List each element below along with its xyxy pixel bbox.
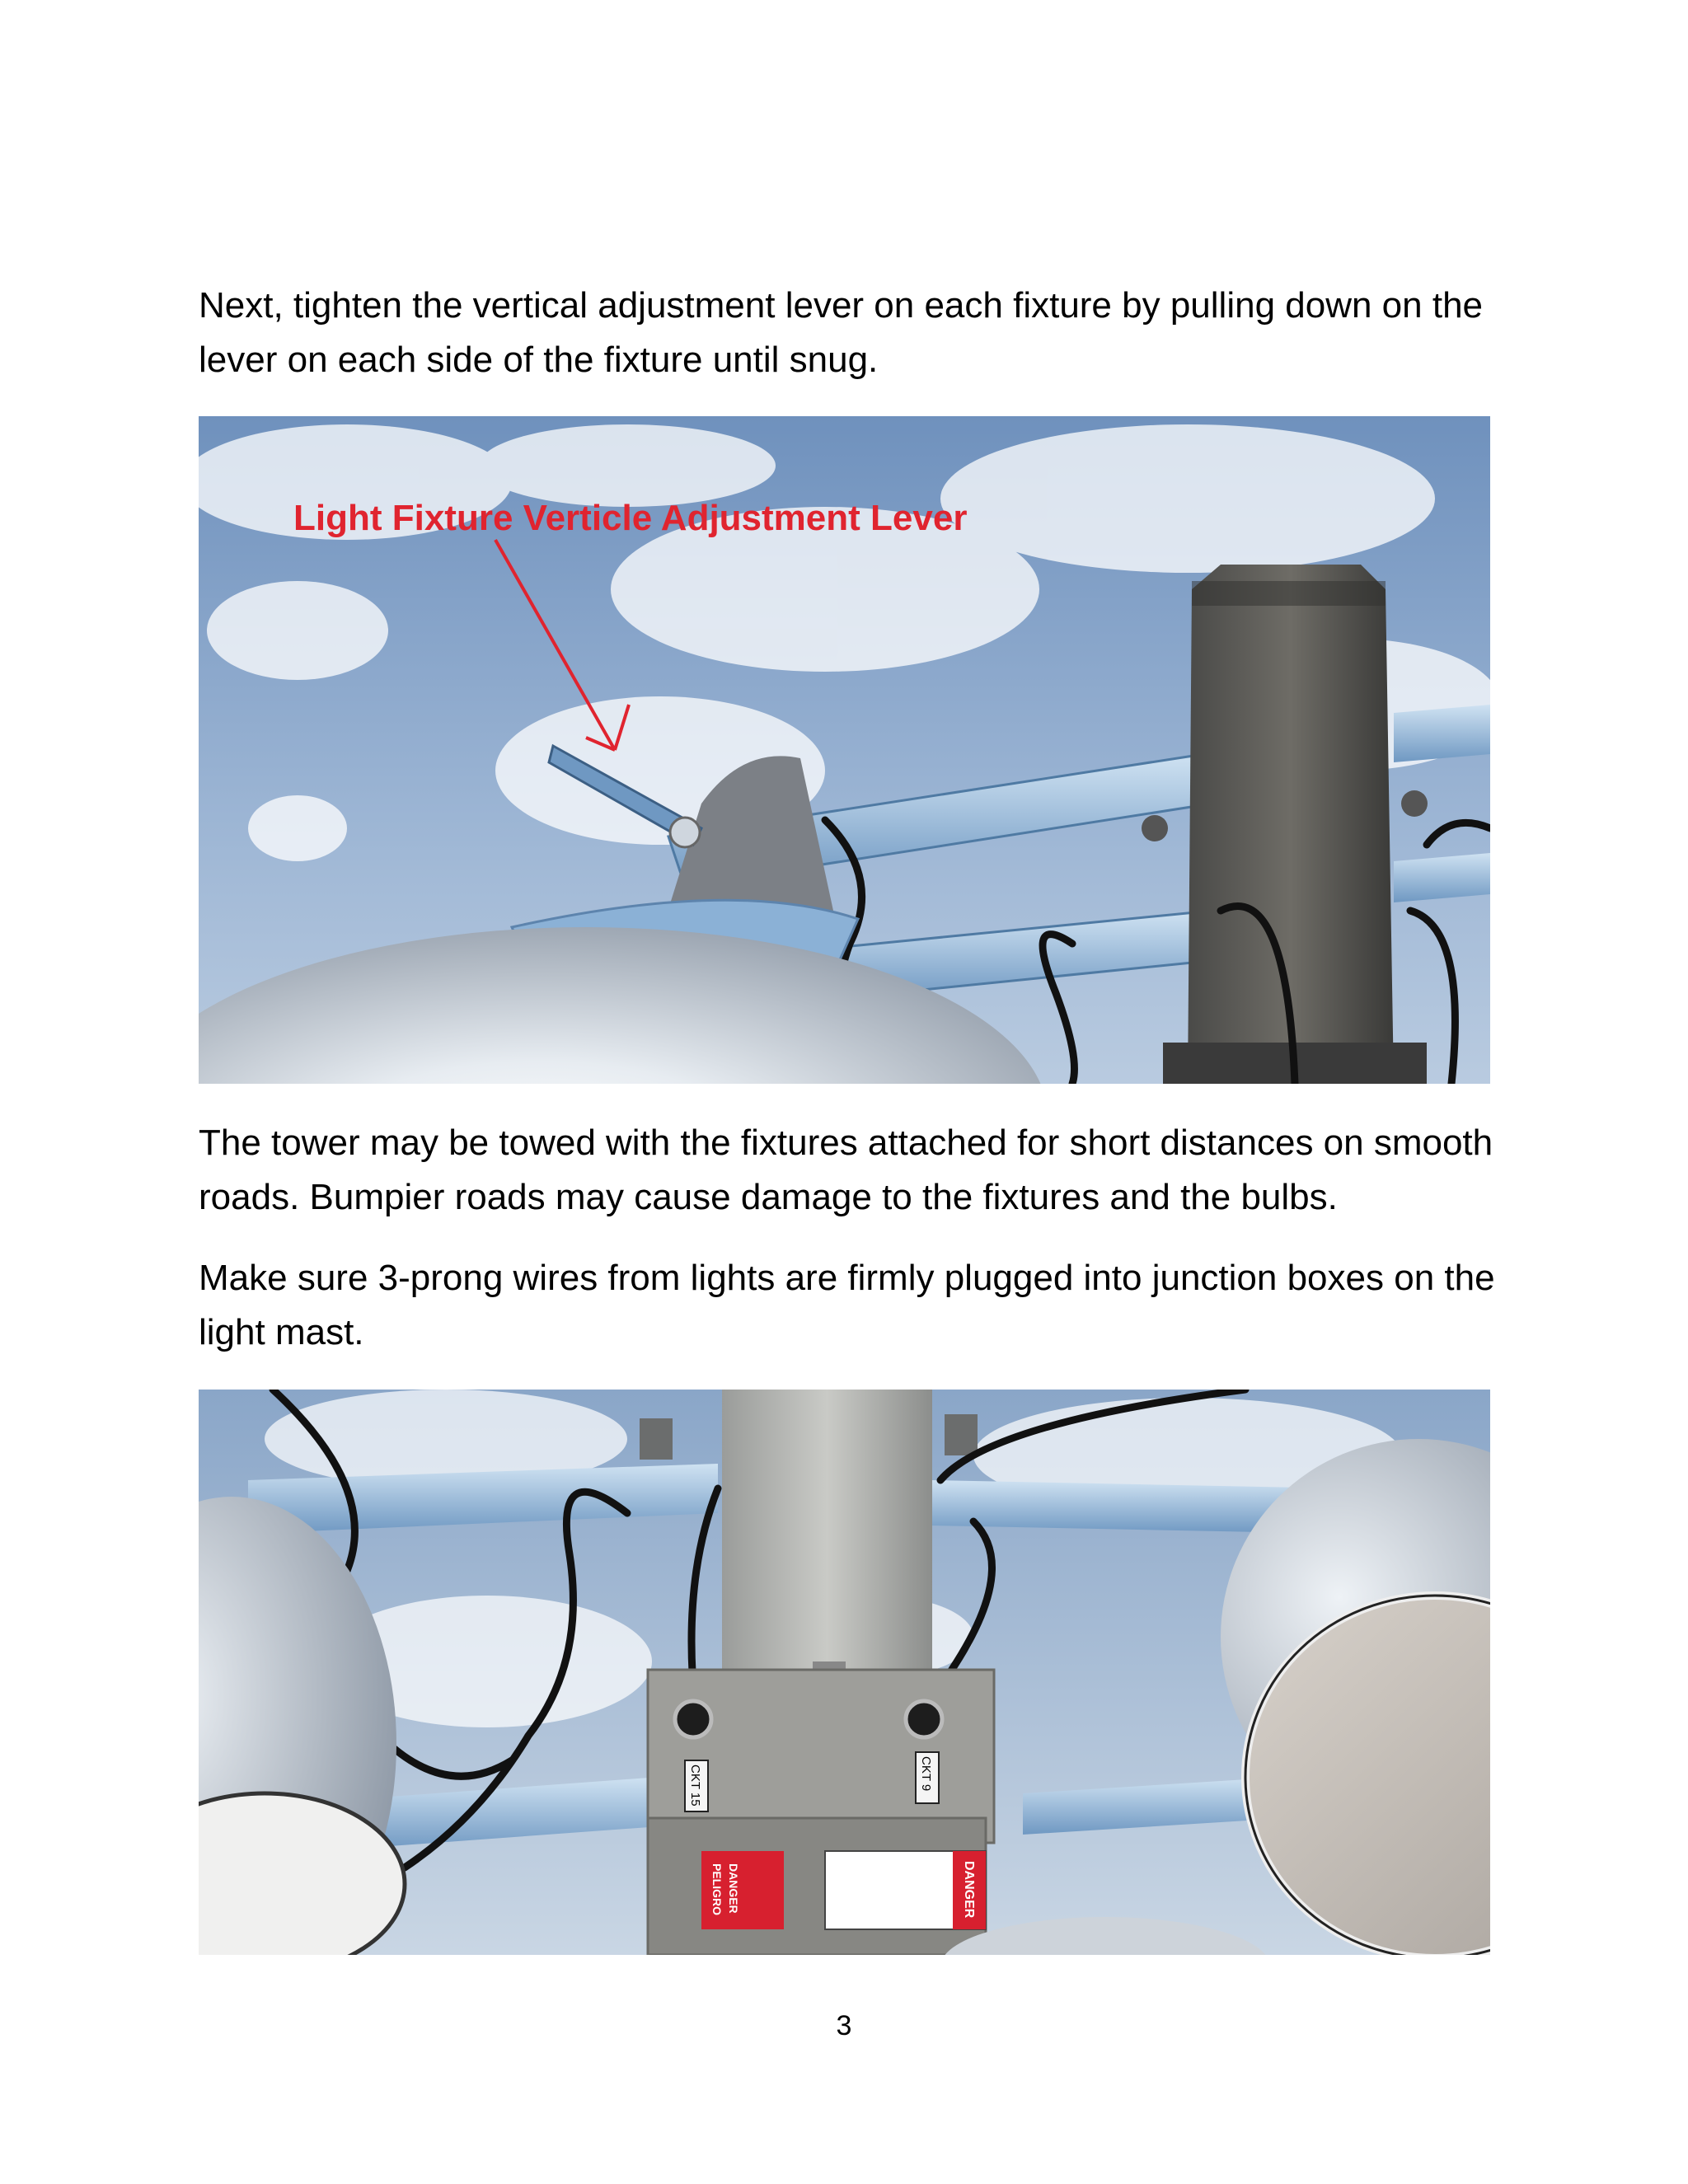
paragraph-towing-note: The tower may be towed with the fixtures attached for short distances on smooth roads. Bumpier roads may cause damage to the fixtures and the bulbs. <box>199 1122 1493 1217</box>
annotation-label: Light Fixture Verticle Adjustment Lever <box>293 498 968 538</box>
paragraph-instruction-1: Next, tighten the vertical adjustment lever on each fixture by pulling down on the lever on each side of the fixture until snug. <box>199 285 1484 380</box>
circuit-tag-right: CKT 9 <box>919 1756 933 1792</box>
photo-adjustment-lever <box>199 416 1490 1084</box>
paragraph-wiring-note: Make sure 3-prong wires from lights are firmly plugged into junction boxes on the light mast. <box>199 1258 1495 1352</box>
decal-danger: DANGER <box>962 1861 976 1919</box>
decal-peligro: PELIGRO <box>710 1863 724 1916</box>
decal-danger-small: DANGER <box>727 1863 740 1914</box>
photo-junction-boxes <box>199 1390 1490 1955</box>
page-number: 3 <box>836 2010 852 2041</box>
circuit-tag-left: CKT 15 <box>688 1765 702 1807</box>
